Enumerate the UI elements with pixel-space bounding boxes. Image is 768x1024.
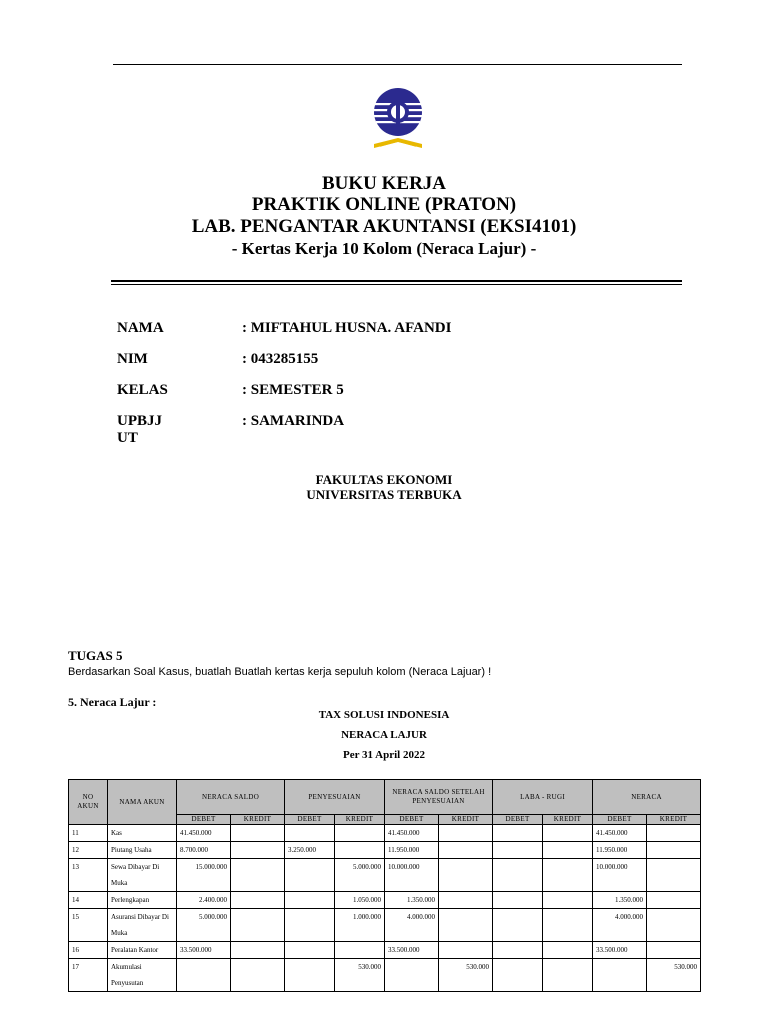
cell-s-debet: 1.350.000: [385, 892, 439, 909]
cell-p-kredit: 5.000.000: [335, 859, 385, 892]
cell-n-debet: 41.450.000: [593, 825, 647, 842]
header-laba-rugi: LABA - RUGI: [493, 780, 593, 815]
cell-n-kredit: [647, 909, 701, 942]
university-logo: [370, 86, 426, 154]
cell-p-kredit: [335, 842, 385, 859]
company-name: TAX SOLUSI INDONESIA: [318, 709, 450, 721]
cell-s-debet: 41.450.000: [385, 825, 439, 842]
document-title: [0, 174, 768, 260]
cell-s-debet: 33.500.000: [385, 942, 439, 959]
cell-s-debet: [385, 959, 439, 992]
cell-n-kredit: [647, 842, 701, 859]
cell-lr-kredit: [543, 892, 593, 909]
header-ns-setelah-penyesuaian: NERACA SALDO SETELAH PENYESUAIAN: [385, 780, 493, 815]
table-row: [69, 825, 701, 842]
cell-n-debet: 11.950.000: [593, 842, 647, 859]
upbjj-value: : SAMARINDA: [242, 413, 345, 429]
header-nama-akun: NAMA AKUN: [108, 780, 177, 825]
cell-p-debet: [285, 859, 335, 892]
cell-p-debet: [285, 892, 335, 909]
cell-ns-kredit: [231, 942, 285, 959]
cell-nama: Asuransi Dibayar Di Muka: [108, 909, 177, 942]
cell-lr-kredit: [543, 825, 593, 842]
table-row: [69, 942, 701, 959]
nim-value: : 043285155: [242, 351, 319, 367]
cell-p-debet: [285, 942, 335, 959]
title-line-1: BUKU KERJA: [321, 173, 447, 194]
cell-p-kredit: [335, 825, 385, 842]
cell-n-kredit: [647, 942, 701, 959]
cell-s-kredit: 530.000: [439, 959, 493, 992]
kelas-value: : SEMESTER 5: [242, 382, 344, 398]
cell-lr-debet: [493, 959, 543, 992]
cell-lr-kredit: [543, 959, 593, 992]
cell-n-debet: [593, 959, 647, 992]
cell-lr-debet: [493, 942, 543, 959]
header-debet: DEBET: [285, 815, 335, 825]
cell-nama: Piutang Usaha: [108, 842, 177, 859]
cell-n-debet: 10.000.000: [593, 859, 647, 892]
header-kredit: KREDIT: [543, 815, 593, 825]
cell-lr-debet: [493, 909, 543, 942]
report-period: Per 31 April 2022: [343, 749, 425, 761]
header-kredit: KREDIT: [439, 815, 493, 825]
faculty-block: [0, 472, 768, 502]
cell-no: 12: [69, 842, 108, 859]
cell-nama: Kas: [108, 825, 177, 842]
cell-nama: Sewa Dibayar Di Muka: [108, 859, 177, 892]
cell-lr-debet: [493, 892, 543, 909]
cell-p-kredit: 1.050.000: [335, 892, 385, 909]
top-rule: [113, 64, 682, 65]
cell-no: 13: [69, 859, 108, 892]
cell-ns-kredit: [231, 859, 285, 892]
worksheet-table: [68, 779, 701, 992]
header-neraca-saldo: NERACA SALDO: [177, 780, 285, 815]
kelas-label: KELAS: [117, 382, 168, 398]
header-neraca: NERACA: [593, 780, 701, 815]
nama-value: : MIFTAHUL HUSNA. AFANDI: [242, 320, 452, 336]
double-rule: [111, 280, 682, 285]
cell-n-kredit: [647, 825, 701, 842]
cell-s-debet: 4.000.000: [385, 909, 439, 942]
cell-n-kredit: 530.000: [647, 959, 701, 992]
table-row: [69, 859, 701, 892]
cell-s-kredit: [439, 825, 493, 842]
cell-nama: Akumulasi Penyusutan: [108, 959, 177, 992]
cell-lr-kredit: [543, 859, 593, 892]
cell-s-kredit: [439, 909, 493, 942]
cell-p-debet: 3.250.000: [285, 842, 335, 859]
cell-ns-kredit: [231, 909, 285, 942]
table-row: [69, 959, 701, 992]
cell-s-debet: 10.000.000: [385, 859, 439, 892]
cell-s-kredit: [439, 942, 493, 959]
cell-ns-debet: 15.000.000: [177, 859, 231, 892]
cell-p-debet: [285, 959, 335, 992]
cell-ns-debet: 2.400.000: [177, 892, 231, 909]
cell-lr-debet: [493, 842, 543, 859]
table-row: [69, 892, 701, 909]
university-name: UNIVERSITAS TERBUKA: [306, 487, 462, 502]
cell-lr-kredit: [543, 942, 593, 959]
cell-n-debet: 33.500.000: [593, 942, 647, 959]
cell-ns-kredit: [231, 892, 285, 909]
cell-n-kredit: [647, 859, 701, 892]
cell-no: 16: [69, 942, 108, 959]
cell-ns-debet: 41.450.000: [177, 825, 231, 842]
cell-ns-debet: 5.000.000: [177, 909, 231, 942]
header-kredit: KREDIT: [647, 815, 701, 825]
header-kredit: KREDIT: [231, 815, 285, 825]
cell-s-kredit: [439, 842, 493, 859]
cell-no: 17: [69, 959, 108, 992]
header-debet: DEBET: [493, 815, 543, 825]
cell-nama: Perlengkapan: [108, 892, 177, 909]
header-debet: DEBET: [385, 815, 439, 825]
cell-p-debet: [285, 825, 335, 842]
cell-lr-debet: [493, 825, 543, 842]
cell-p-kredit: 530.000: [335, 959, 385, 992]
title-line-4: - Kertas Kerja 10 Kolom (Neraca Lajur) -: [231, 239, 537, 258]
task-heading: TUGAS 5: [68, 648, 123, 663]
cell-nama: Peralatan Kantor: [108, 942, 177, 959]
cell-ns-kredit: [231, 825, 285, 842]
header-debet: DEBET: [177, 815, 231, 825]
faculty-name: FAKULTAS EKONOMI: [315, 472, 453, 487]
cell-lr-kredit: [543, 842, 593, 859]
header-no-akun: NO AKUN: [69, 780, 108, 825]
cell-no: 14: [69, 892, 108, 909]
cell-s-kredit: [439, 892, 493, 909]
cell-lr-kredit: [543, 909, 593, 942]
cell-n-debet: 1.350.000: [593, 892, 647, 909]
header-penyesuaian: PENYESUAIAN: [285, 780, 385, 815]
cell-no: 15: [69, 909, 108, 942]
header-kredit: KREDIT: [335, 815, 385, 825]
cell-s-debet: 11.950.000: [385, 842, 439, 859]
title-line-3: LAB. PENGANTAR AKUNTANSI (EKSI4101): [191, 216, 577, 237]
cell-p-kredit: 1.000.000: [335, 909, 385, 942]
cell-n-kredit: [647, 892, 701, 909]
cell-p-debet: [285, 909, 335, 942]
cell-lr-debet: [493, 859, 543, 892]
nama-label: NAMA: [117, 320, 164, 336]
header-debet: DEBET: [593, 815, 647, 825]
cell-s-kredit: [439, 859, 493, 892]
cell-n-debet: 4.000.000: [593, 909, 647, 942]
task-instruction: Berdasarkan Soal Kasus, buatlah Buatlah kertas kerja sepuluh kolom (Neraca Lajuar) !: [68, 666, 492, 678]
cell-p-kredit: [335, 942, 385, 959]
report-heading: [0, 708, 768, 768]
cell-no: 11: [69, 825, 108, 842]
cell-ns-kredit: [231, 842, 285, 859]
cell-ns-kredit: [231, 959, 285, 992]
section-heading: 5. Neraca Lajur :: [68, 695, 157, 709]
table-row: [69, 909, 701, 942]
cell-ns-debet: 8.700.000: [177, 842, 231, 859]
cell-ns-debet: [177, 959, 231, 992]
upbjj-label: UPBJJ UT: [117, 413, 162, 446]
nim-label: NIM: [117, 351, 148, 367]
title-line-2: PRAKTIK ONLINE (PRATON): [251, 194, 517, 215]
cell-ns-debet: 33.500.000: [177, 942, 231, 959]
report-name: NERACA LAJUR: [341, 729, 427, 741]
table-row: [69, 842, 701, 859]
